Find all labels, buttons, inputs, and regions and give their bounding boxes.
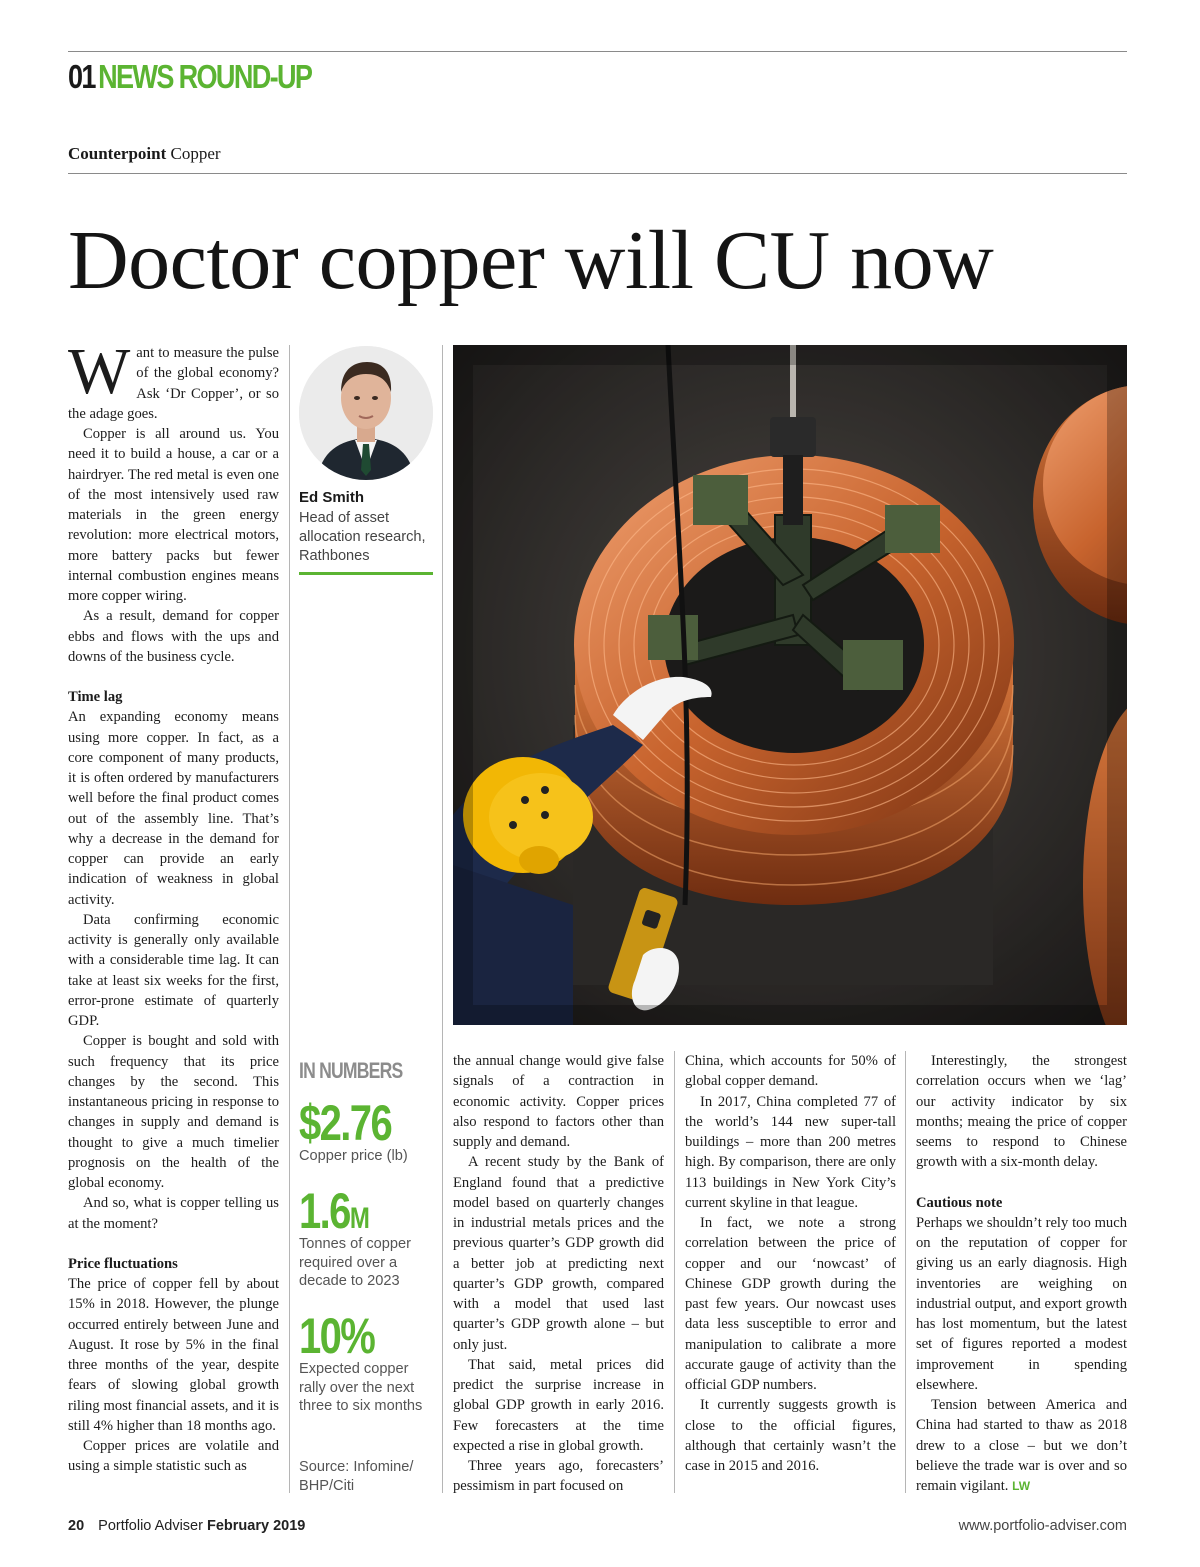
subheading-price-fluctuations: Price fluctuations <box>68 1255 178 1272</box>
paragraph: Copper is all around us. You need it to build a house, a car or a hairdryer. The red metal is even one of the most intensively used raw materials in the green energy revolution: more electrical motors, more battery packs but fewer internal combustion engines means more copper wiring. <box>68 426 279 604</box>
column-divider <box>674 1051 675 1493</box>
paragraph: the annual change would give false signals of a contraction in economic activity. Copper prices also respond to factors other than supply and demand. <box>453 1053 664 1150</box>
section-label: NEWS ROUND-UP <box>98 58 312 95</box>
kicker <box>68 144 221 164</box>
stat-caption: Copper price (lb) <box>299 1148 408 1164</box>
paragraph: And so, what is copper telling us at the moment? <box>68 1195 279 1232</box>
stat-caption: Expected copper rally over the next three to six months <box>299 1361 423 1414</box>
paragraph: That said, metal prices did predict the surprise increase in global GDP growth in early 2016. Few forecasters at the time expected a rise in global growth. <box>453 1356 664 1454</box>
paragraph: As a result, demand for copper ebbs and flows with the ups and downs of the business cycle. <box>68 608 279 665</box>
stat-value: $2.76 <box>299 1095 392 1151</box>
paragraph: Copper is bought and sold with such frequency that its price changes by the second. This instantaneous pricing in response to changes in supply and demand is thought to give a much timelier prognosis on the health of the global economy. <box>68 1033 279 1191</box>
paragraph: China, which accounts for 50% of global copper demand. <box>685 1053 896 1090</box>
paragraph: Tension between America and China had started to thaw as 2018 drew to a close – but we don’t believe the trade war is over and so remain vigilant. LW <box>916 1397 1127 1494</box>
paragraph: In 2017, China completed 77 of the world’s 144 new super-tall buildings – more than 200 metres high. By comparison, there are only 113 buildings in New York City’s current skyline in that league. <box>685 1093 896 1211</box>
byline-name: Ed Smith <box>299 489 365 506</box>
paragraph: Interestingly, the strongest correlation occurs when we ‘lag’ our activity indicator by six months; meaing the price of copper seems to respond to Chinese growth with a six-month delay. <box>916 1053 1127 1171</box>
paragraph: Data confirming economic activity is generally only available with a considerable time lag. It can take at least six weeks for the first, error-prone estimate of quarterly GDP. <box>68 911 279 1029</box>
footer-url[interactable]: www.portfolio-adviser.com <box>958 1518 1127 1534</box>
stat-value: 1.6M <box>299 1183 369 1239</box>
article-column-4 <box>685 1051 896 1476</box>
paragraph: Copper prices are volatile and using a simple statistic such as <box>68 1438 279 1475</box>
source-note: Source: Infomine/ BHP/Citi <box>299 1459 414 1494</box>
subheading-time-lag: Time lag <box>68 689 123 705</box>
publication-name: Portfolio Adviser <box>98 1518 203 1534</box>
paragraph: An expanding economy means using more copper. In fact, as a core component of many products, it is often ordered by manufacturers well before the final product comes out of the assembly line. That’s why a decrease in the demand for copper can provide an early indication of weakness in global activity. <box>68 709 279 908</box>
paragraph: Perhaps we shouldn’t rely too much on the reputation of copper for giving us an early diagnosis. High inventories are weighing on industrial output, and export growth has lost momentum, but the latest set of figures reported a modest improvement in spending elsewhere. <box>916 1214 1127 1393</box>
footer-publication <box>68 1518 305 1534</box>
author-portrait <box>299 346 433 480</box>
stat-caption: Tonnes of copper required over a decade to 2023 <box>299 1236 411 1289</box>
section-number: 01 <box>68 58 95 95</box>
column-divider <box>289 345 290 1493</box>
headline: Doctor copper will CU now <box>68 214 994 307</box>
page-number: 20 <box>68 1518 85 1534</box>
top-rule <box>68 51 1127 52</box>
subheading-cautious-note: Cautious note <box>916 1194 1003 1211</box>
paragraph: A recent study by the Bank of England found that a predictive model based on quarterly changes in industrial metals prices and the previous quarter’s GDP growth did a better job at predicting next quarter’s GDP growth, compared with a model that used last quarter’s GDP growth alone – but only just. <box>453 1154 664 1353</box>
byline-accent-rule <box>299 572 433 575</box>
column-divider <box>905 1051 906 1493</box>
copper-coil-photo <box>453 345 1127 1025</box>
paragraph: Want to measure the pulse of the global economy? Ask ‘Dr Copper’, or so the adage goes. <box>68 335 279 422</box>
stat-value: 10% <box>299 1308 375 1364</box>
paragraph: It currently suggests growth is close to the official figures, although that certainly wasn’t the case in 2015 and 2016. <box>685 1397 896 1474</box>
kicker-bold: Counterpoint <box>68 144 167 163</box>
paragraph: The price of copper fell by about 15% in 2018. However, the plunge occurred entirely between June and August. It rose by 5% in the final three months of the year, despite fears of slowing global growth riling most financial assets, and it is still 4% higher than 18 months ago. <box>68 1276 279 1434</box>
column-divider <box>442 345 443 1493</box>
kicker-text: Copper <box>170 144 221 163</box>
issue-date: February 2019 <box>206 1518 306 1534</box>
byline-role: Head of asset allocation research, Rathbones <box>299 510 426 564</box>
article-column-5 <box>916 1051 1127 1496</box>
article-column-3 <box>453 1051 664 1497</box>
section-header <box>68 58 311 96</box>
article-column-1 <box>68 335 279 1477</box>
paragraph: In fact, we note a strong correlation between the price of copper and our ‘nowcast’ of Chinese GDP growth during the past few years. Our nowcast uses data less susceptible to error and manipulation to calibrate a more accurate gauge of activity than the official GDP numbers. <box>685 1215 896 1393</box>
author-initials: LW <box>1012 1479 1031 1493</box>
paragraph: Three years ago, forecasters’ pessimism in part focused on <box>453 1458 664 1495</box>
kicker-rule <box>68 173 1127 174</box>
in-numbers-heading: IN NUMBERS <box>299 1058 403 1083</box>
drop-cap: W <box>68 335 131 408</box>
